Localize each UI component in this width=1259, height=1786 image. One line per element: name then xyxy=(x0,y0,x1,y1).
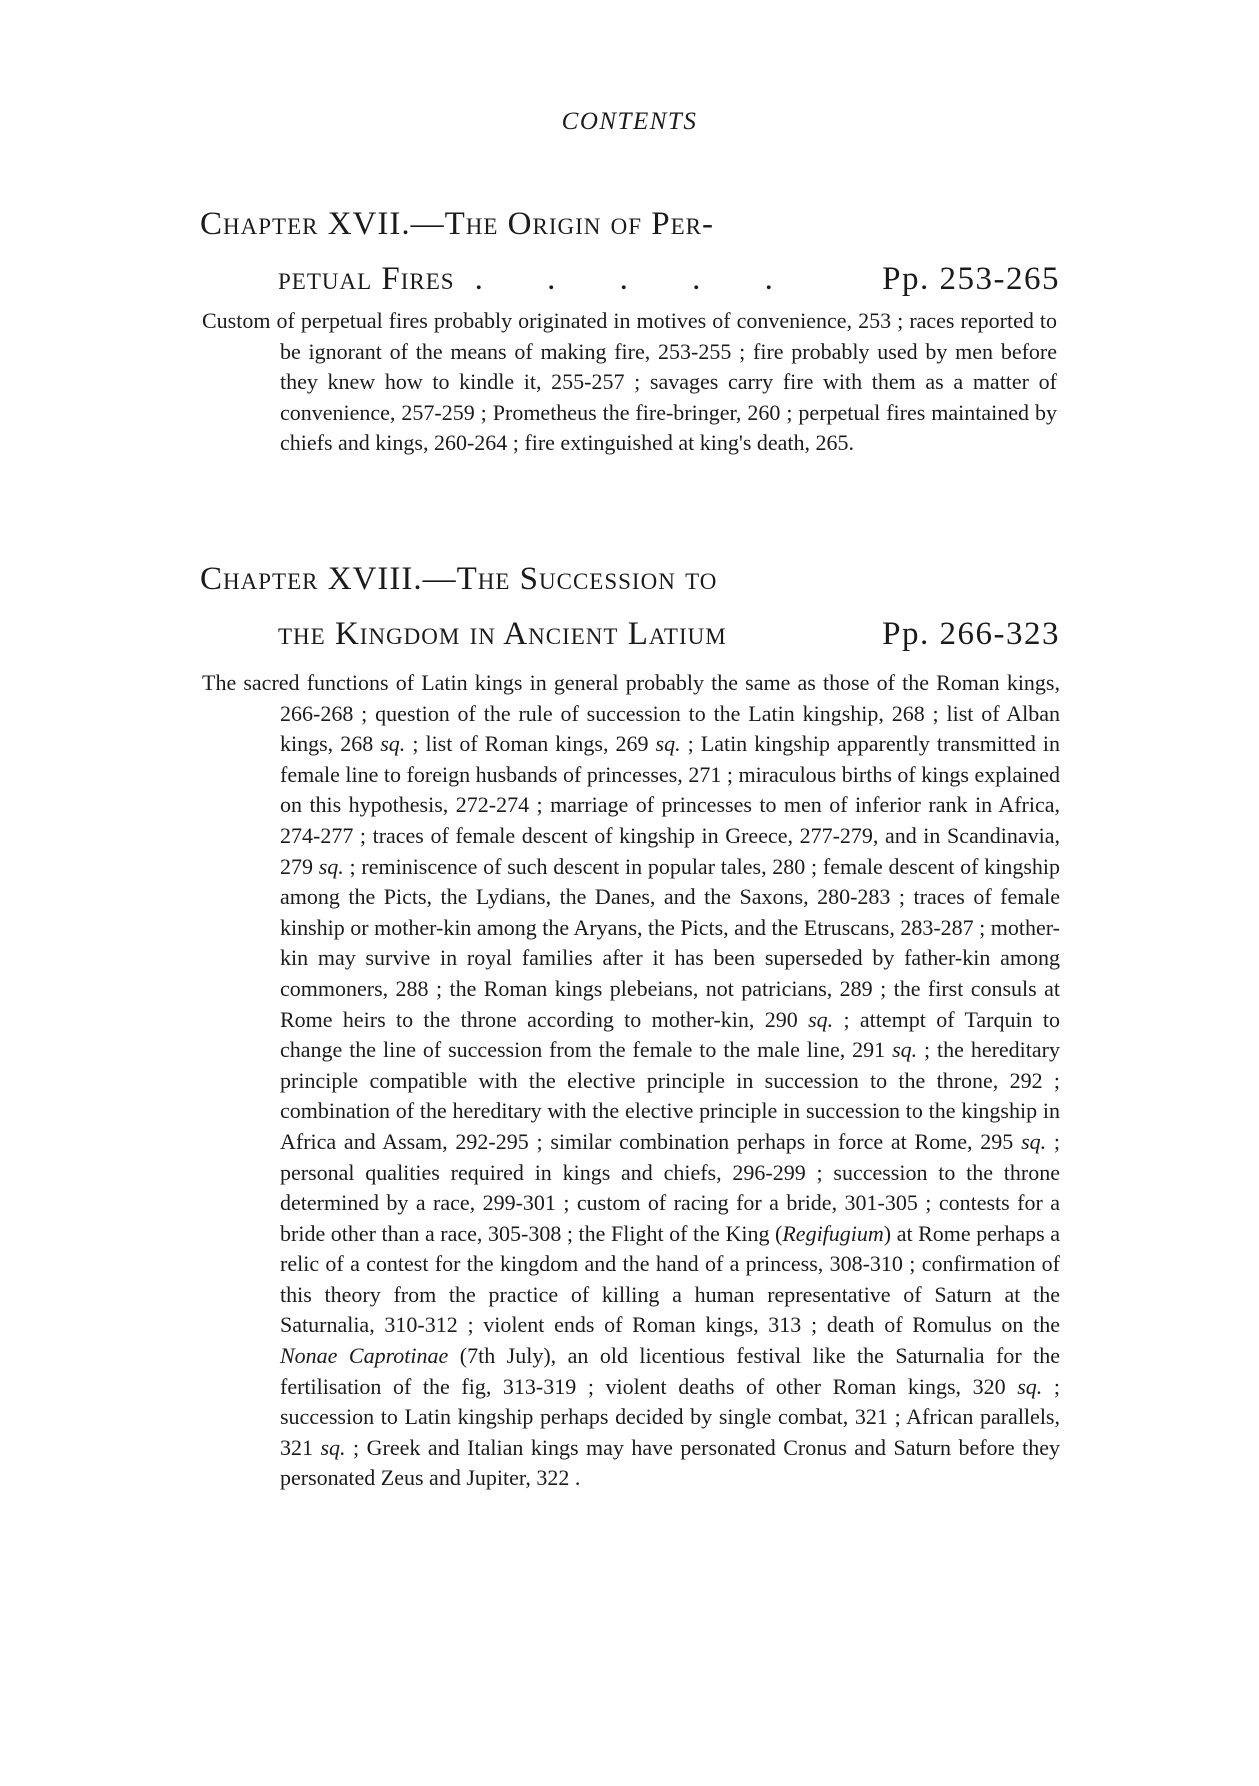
chapter-18-summary: The sacred functions of Latin kings in general probably the same as those of the Roman kings, 266-268 ; question of the rule of succession to the Latin kingship, 268 ; list of Alban kings, 268 sq. ; list of Roman kings, 269 sq. ; Latin kingship apparently transmitted in female line to foreign husbands of princesses, 271 ; miraculous births of kings explained on this hypothesis, 272-274 ; marriage of princesses to men of inferior rank in Africa, 274-277 ; traces of female descent of kingship in Greece, 277-279, and in Scandinavia, 279 sq. ; reminiscence of such descent in popular tales, 280 ; female descent of kingship among the Picts, the Lydians, the Danes, and the Saxons, 280-283 ; traces of female kinship or mother-kin among the Aryans, the Picts, and the Etruscans, 283-287 ; mother-kin may survive in royal families after it has been superseded by father-kin among commoners, 288 ; the Roman kings plebeians, not patricians, 289 ; the first consuls at Rome heirs to the throne according to mother-kin, 290 sq. ; attempt of Tarquin to change the line of succession from the female to the male line, 291 sq. ; the hereditary principle compatible with the elective principle in succession to the throne, 292 ; combination of the hereditary with the elective principle in succession to the kingship in Africa and Assam, 292-295 ; similar combination perhaps in force at Rome, 295 sq. ; personal qualities required in kings and chiefs, 296-299 ; succession to the throne determined by a race, 299-301 ; custom of racing for a bride, 301-305 ; contests for a bride other than a race, 305-308 ; the Flight of the King (Regifugium) at Rome perhaps a relic of a contest for the kingdom and the hand of a princess, 308-310 ; confirmation of this theory from the practice of killing a human representative of Saturn at the Saturnalia, 310-312 ; violent ends of Roman kings, 313 ; death of Romulus on the Nonae Caprotinae (7th July), an old licentious festival like the Saturnalia for the fertilisation of the fig, 313-319 ; violent deaths of other Roman kings, 320 sq. ; succession to Latin kingship perhaps decided by single combat, 321 ; African parallels, 321 sq. ; Greek and Italian kings may have personated Cronus and Saturn before they personated Zeus and Jupiter, 322 . xyxy=(202,670,1060,1491)
running-header: CONTENTS xyxy=(561,108,698,135)
chapter-18-page-range: Pp. 266-323 xyxy=(882,616,1060,652)
summary-italic: Nonae Caprotinae xyxy=(280,1343,449,1369)
summary-text: (7th July), an old licentious festival like the Saturnalia for the fertilisation of the fig, 313-319 ; violent deaths of other Roman kings, 320 xyxy=(280,1343,1060,1399)
summary-italic: sq. xyxy=(655,731,681,757)
chapter-18-title-line2: the Kingdom in Ancient Latium xyxy=(278,616,727,652)
summary-text: ; reminiscence of such descent in popular tales, 280 ; female descent of kingship among the Picts, the Lydians, the Danes, and the Saxons, 280-283 ; traces of female kinship or mother-kin among the Aryans, the Picts, and the Etruscans, 283-287 ; mother-kin may survive in royal families after it has been superseded by father-kin among commoners, 288 ; the Roman kings plebeians, not patricians, 289 ; the first consuls at Rome heirs to the throne according to mother-kin, 290 xyxy=(280,853,1060,1032)
summary-text: The sacred functions of Latin kings in general probably the same as those of the Roman kings, 266-268 ; question of the rule of succession to the Latin kingship, 268 ; list of Alban kings, 268 xyxy=(202,670,1060,757)
summary-text: ; personal qualities required in kings and chiefs, 296-299 ; succession to the throne determined by a race, 299-301 ; custom of racing for a bride, 301-305 ; contests for a bride other than a race, 305-308 ; the Flight of the King ( xyxy=(280,1128,1060,1246)
summary-italic: sq. xyxy=(380,731,406,757)
chapter-17-page-range: Pp. 253-265 xyxy=(882,261,1060,297)
summary-italic: sq. xyxy=(1021,1128,1047,1154)
summary-text: ; succession to Latin kingship perhaps decided by single combat, 321 ; African parallels, 321 xyxy=(280,1373,1060,1460)
chapter-17-summary: Custom of perpetual fires probably originated in motives of convenience, 253 ; races reported to be ignorant of the means of making fire, 253-255 ; fire probably used by men before they knew how to kindle it, 255-257 ; savages carry fire with them as a matter of convenience, 257-259 ; Prometheus the fire-bringer, 260 ; perpetual fires maintained by chiefs and kings, 260-264 ; fire extinguished at king's death, 265. xyxy=(202,308,1057,456)
summary-text: ; Latin kingship apparently transmitted in female line to foreign husbands of princesses, 271 ; miraculous births of kings explained on this hypothesis, 272-274 ; marriage of princesses to men of inferior rank in Africa, 274-277 ; traces of female descent of kingship in Greece, 277-279, and in Scandinavia, 279 xyxy=(280,731,1060,879)
chapter-18-title-line2-row xyxy=(200,607,1060,662)
chapter-18-heading xyxy=(200,552,1060,662)
chapter-17-title-line2: petual Fires . . . . . xyxy=(278,261,801,297)
summary-text: ; attempt of Tarquin to change the line of succession from the female to the male line, 291 xyxy=(280,1006,1060,1063)
chapter-17-title-line1: Chapter XVII.—The Origin of Per- xyxy=(200,206,715,242)
summary-italic: sq. xyxy=(318,853,344,879)
summary-text: ; Greek and Italian kings may have personated Cronus and Saturn before they personated Zeus and Jupiter, 322 xyxy=(280,1434,1060,1491)
chapter-17-heading xyxy=(200,197,1060,307)
leader-dots: . . . . . xyxy=(474,261,801,297)
summary-italic: sq. xyxy=(808,1006,834,1032)
summary-italic: sq. xyxy=(1017,1373,1043,1399)
summary-italic: Regifugium xyxy=(782,1220,884,1246)
summary-text: ; list of Roman kings, 269 xyxy=(405,731,656,757)
chapter-18-title-line1: Chapter XVIII.—The Succession to xyxy=(200,561,718,597)
summary-italic: sq. xyxy=(320,1434,346,1460)
summary-italic: sq. xyxy=(892,1037,918,1063)
summary-text: ; the hereditary principle compatible with the elective principle in succession to the throne, 292 ; combination of the hereditary with the elective principle in succession to the kingship in Africa and Assam, 292-295 ; similar combination perhaps in force at Rome, 295 xyxy=(280,1037,1060,1154)
summary-text: ) at Rome perhaps a relic of a contest for the kingdom and the hand of a princess, 308-310 ; confirmation of this theory from the practice of killing a human representative of Saturn at the Saturnalia, 310-312 ; violent ends of Roman kings, 313 ; death of Romulus on the xyxy=(280,1220,1060,1338)
chapter-17-title-line2-row xyxy=(200,252,1060,307)
